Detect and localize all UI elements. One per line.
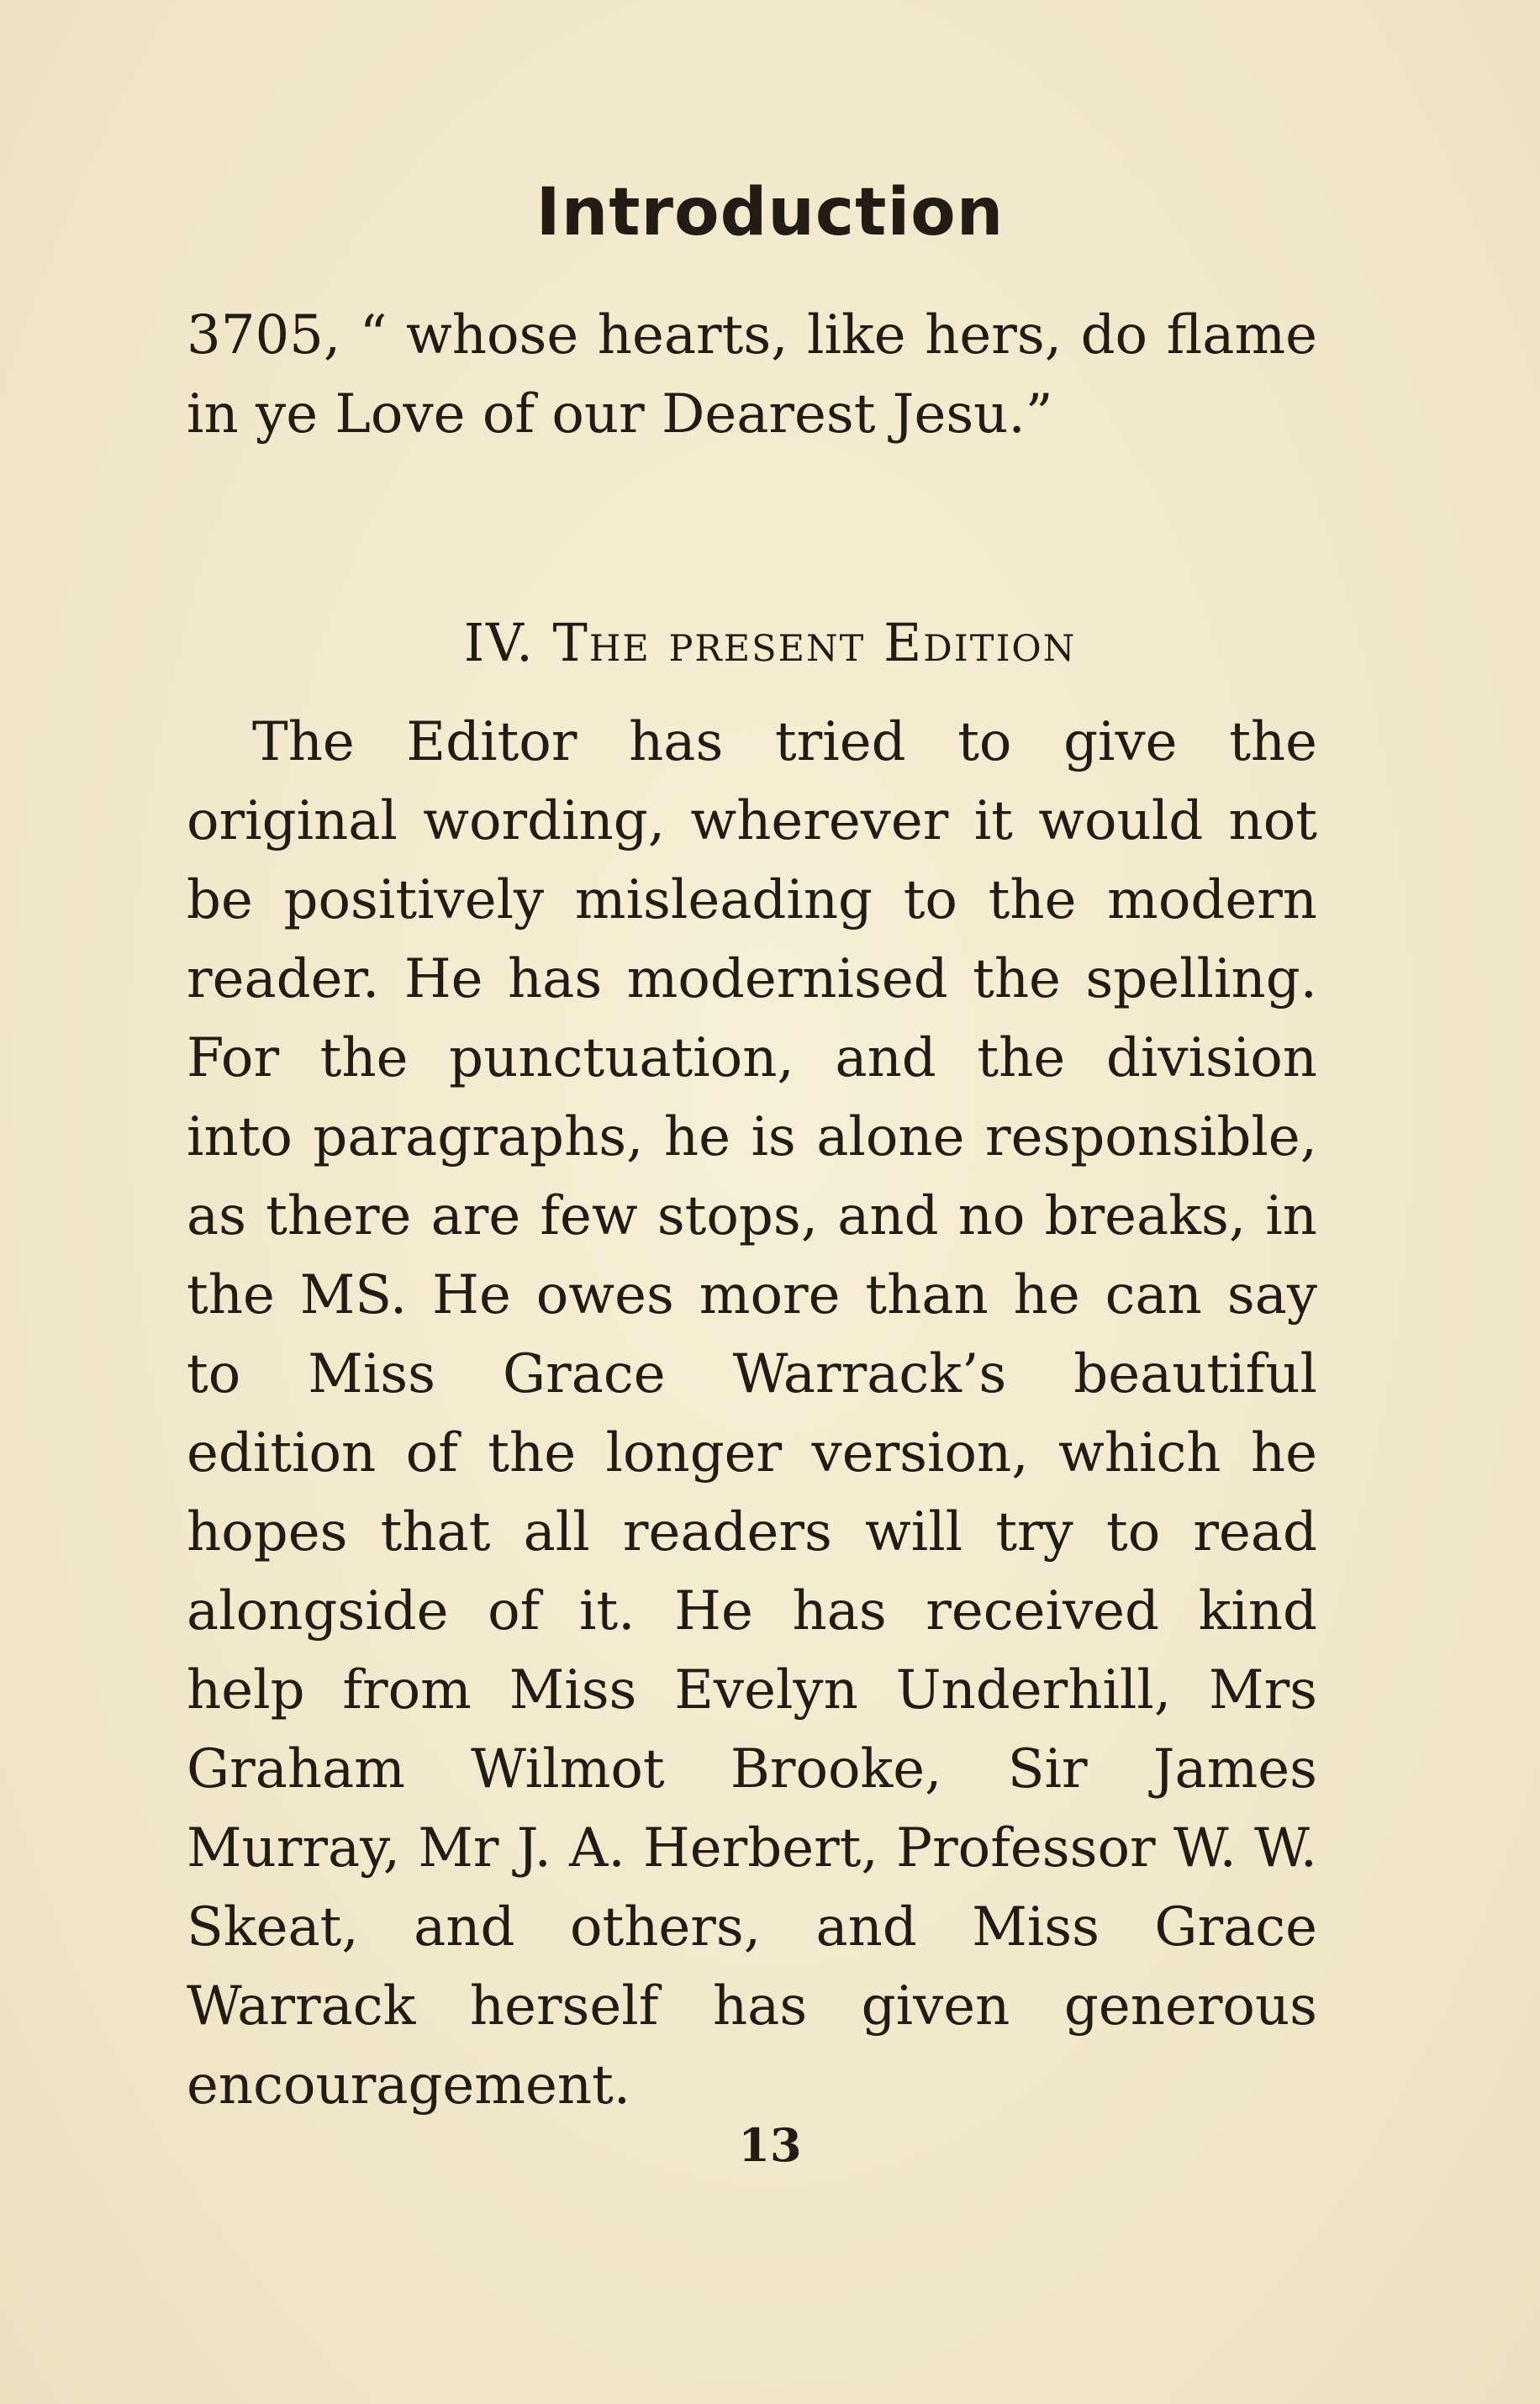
main-paragraph: The Editor has tried to give the original wording, wherever it would not be positively misleading to the modern reader. He has modernised the spelling. For the punctuation, and the division into paragraphs, he is alone responsible, as there are few stops, and no breaks, in the MS. He owes more than he can say to Miss Grace Warrack’s beautiful edition of the longer version, which he hopes that all readers will try to read alongside of it. He has received kind help from Miss Evelyn Underhill, Mrs Graham Wilmot Brooke, Sir James Murray, Mr J. A. Herbert, Professor W. W. Skeat, and others, and Miss Grace Warrack herself has given generous encouragement. (187, 711, 1317, 2117)
running-head: Introduction (535, 175, 1005, 250)
section-heading: IV. The present Edition (463, 612, 1077, 673)
continued-paragraph: 3705, “ whose hearts, like hers, do flame in ye Love of our Dearest Jesu.” (187, 304, 1317, 445)
continued-paragraph-block (187, 296, 1317, 454)
page-number: 13 (738, 2118, 802, 2172)
main-paragraph-block (187, 703, 1317, 2125)
